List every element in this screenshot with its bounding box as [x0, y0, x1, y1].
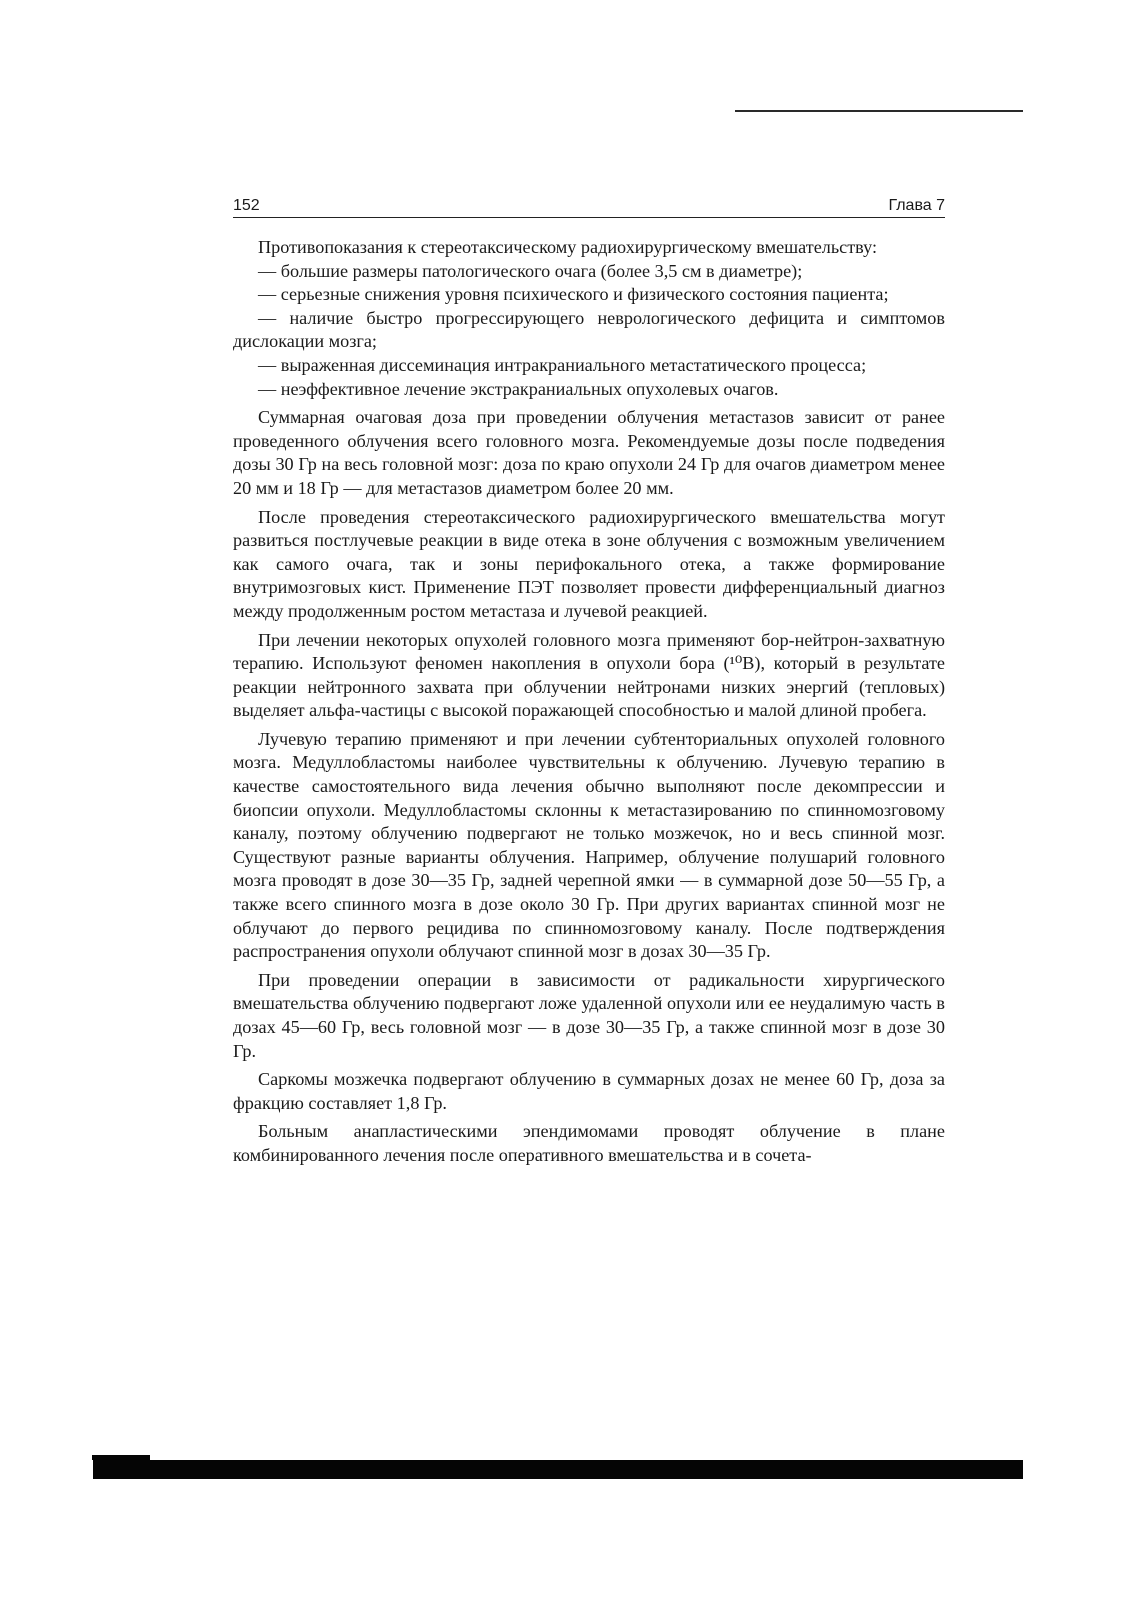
- list-item: — неэффективное лечение экстракраниальных опухолевых очагов.: [258, 378, 779, 399]
- paragraph: При лечении некоторых опухолей головного мозга применяют бор-нейтрон-захватную терапию. Используют феномен накопления в опухоли бора (¹⁰B), который в результате реакции нейтронного захвата при облучении нейтронами низких энергий (тепловых) выделяет альфа-частицы с высокой поражающей способностью и малой длиной пробега.: [233, 629, 945, 721]
- scan-edge-bar: [93, 1460, 1023, 1479]
- top-rule: [735, 110, 1023, 112]
- paragraph: Суммарная очаговая доза при проведении облучения метастазов зависит от ранее проведенного облучения всего головного мозга. Рекомендуемые дозы после подведения дозы 30 Гр на весь головной мозг: доза по краю опухоли 24 Гр для очагов диаметром менее 20 мм и 18 Гр — для метастазов диаметром более 20 мм.: [233, 407, 945, 498]
- paragraph: Лучевую терапию применяют и при лечении субтенториальных опухолей головного мозга. Медуллобластомы наиболее чувствительны к облучению. Лучевую терапию в качестве самостоятельного вида лечения обычно выполняют после декомпрессии и биопсии опухоли. Медуллобластомы склонны к метастазированию по спинномозговому каналу, поэтому облучению подвергают не только мозжечок, но и весь спинной мозг. Существуют разные варианты облучения. Например, облучение полушарий головного мозга проводят в дозе 30—35 Гр, задней черепной ямки — в суммарной дозе 50—55 Гр, а также всего спинного мозга в дозе около 30 Гр. При других вариантах спинной мозг не облучают до первого рецидива по спинномозговому каналу. После подтверждения распространения опухоли облучают спинной мозг в дозах 30—35 Гр.: [233, 728, 945, 962]
- paragraph: После проведения стереотаксического радиохирургического вмешательства могут развиться постлучевые реакции в виде отека в зоне облучения с возможным увеличением как самого очага, так и зоны перифокального отека, а также формирование внутримозговых кист. Применение ПЭТ позволяет провести дифференциальный диагноз между продолженным ростом метастаза и лучевой реакцией.: [233, 506, 945, 621]
- list-item: — выраженная диссеминация интракраниального метастатического процесса;: [258, 354, 867, 375]
- paragraph: Саркомы мозжечка подвергают облучению в суммарных дозах не менее 60 Гр, доза за фракцию составляет 1,8 Гр.: [233, 1069, 945, 1113]
- paragraph: Противопоказания к стереотаксическому радиохирургическому вмешательству:: [258, 237, 878, 257]
- page: [233, 196, 945, 1168]
- running-header: [233, 196, 945, 218]
- page-number: 152: [233, 197, 260, 214]
- body-text: [233, 236, 945, 1168]
- chapter-title: Глава 7: [888, 197, 945, 214]
- list-item: — наличие быстро прогрессирующего неврологического дефицита и симптомов дислокации мозга;: [233, 307, 945, 352]
- list-item: — большие размеры патологического очага (более 3,5 см в диаметре);: [258, 260, 803, 281]
- paragraph: Больным анапластическими эпендимомами проводят облучение в плане комбинированного лечения после оперативного вмешательства и в сочета-: [233, 1121, 945, 1165]
- list-item: — серьезные снижения уровня психического и физического состояния пациента;: [258, 284, 889, 305]
- paragraph: При проведении операции в зависимости от радикальности хирургического вмешательства облучению подвергают ложе удаленной опухоли или ее неудалимую часть в дозах 45—60 Гр, весь головной мозг — в дозе 30—35 Гр, а также спинной мозг в дозе 30 Гр.: [233, 969, 945, 1061]
